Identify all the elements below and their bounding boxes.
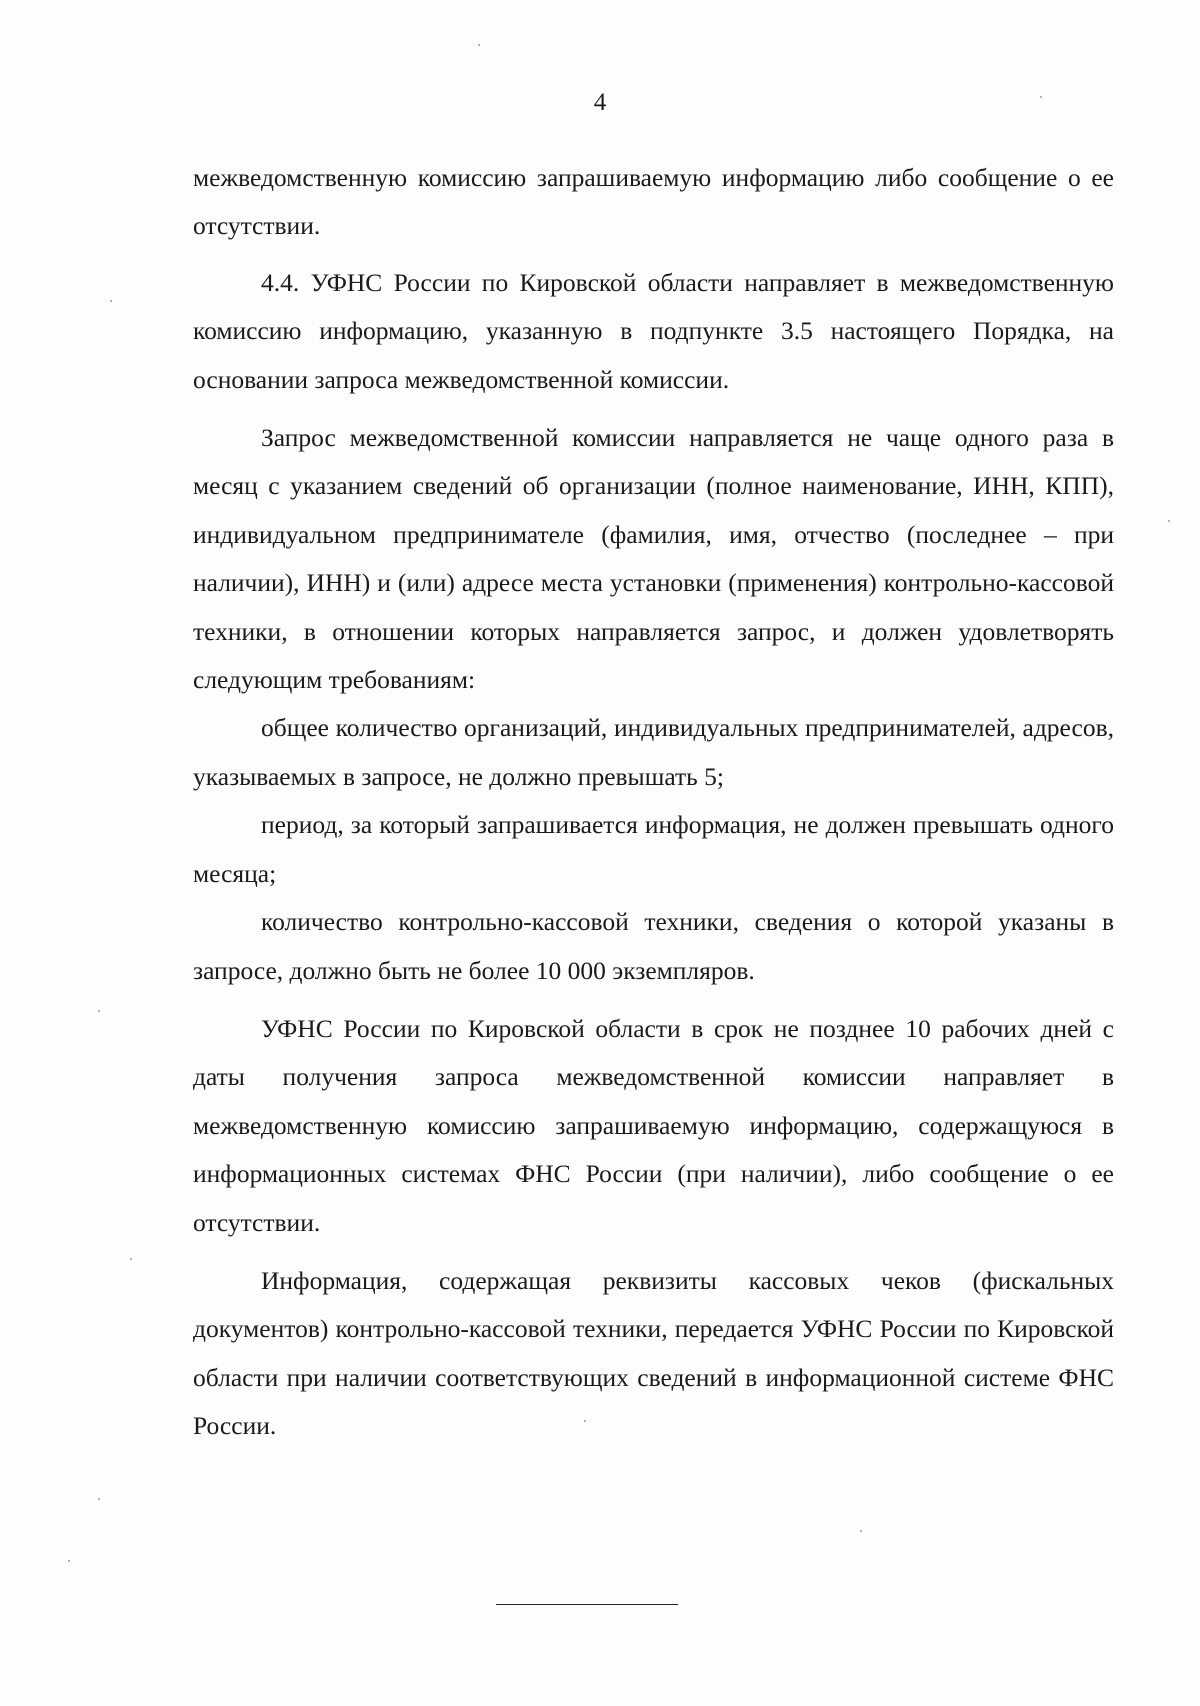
end-of-document-rule xyxy=(496,1604,678,1605)
scan-speck xyxy=(584,1420,586,1422)
paragraph-requirement-count: общее количество организаций, индивидуальных предпринимателей, адресов, указываемых в запросе, не должно превышать 5; xyxy=(193,713,1114,791)
paragraph-response-deadline: УФНС России по Кировской области в срок не позднее 10 рабочих дней с даты получения запроса межведомственной комиссии направляет в межведомственную комиссию запрашиваемую информацию, содержащуюся в информационных системах ФНС России (при наличии), либо сообщение о ее отсутствии. xyxy=(193,1013,1114,1237)
paragraph-requirement-kkt-amount: количество контрольно-кассовой техники, сведения о которой указаны в запросе, должно быть не более 10 000 экземпляров. xyxy=(193,907,1114,985)
scan-speck xyxy=(98,1498,100,1500)
paragraph-continuation: межведомственную комиссию запрашиваемую информацию либо сообщение о ее отсутствии. xyxy=(193,163,1114,241)
document-body xyxy=(193,154,1114,1451)
scan-speck xyxy=(860,1530,862,1532)
scan-speck xyxy=(1040,96,1042,98)
paragraph-clause-4-4: 4.4. УФНС России по Кировской области направляет в межведомственную комиссию информацию, указанную в подпункте 3.5 настоящего Порядка, на основании запроса межведомственной комиссии. xyxy=(193,267,1114,394)
scan-speck xyxy=(130,1258,132,1260)
scan-speck xyxy=(1168,520,1170,522)
scan-speck xyxy=(68,1560,70,1562)
scan-speck xyxy=(110,300,112,302)
scan-speck xyxy=(98,1010,100,1012)
paragraph-request-requirements: Запрос межведомственной комиссии направляется не чаще одного раза в месяц с указанием сведений об организации (полное наименование, ИНН, КПП), индивидуальном предпринимателе (фамилия, имя, отчество (последнее – при наличии), ИНН) и (или) адресе места установки (применения) контрольно-кассовой техники, в отношении которых направляется запрос, и должен удовлетворять следующим требованиям: xyxy=(193,423,1114,695)
paragraph-receipt-details: Информация, содержащая реквизиты кассовых чеков (фискальных документов) контрольно-кассовой техники, передается УФНС России по Кировской области при наличии соответствующих сведений в информационной системе ФНС России. xyxy=(193,1265,1114,1441)
paragraph-requirement-period: период, за который запрашивается информация, не должен превышать одного месяца; xyxy=(193,810,1114,888)
scan-speck xyxy=(478,44,480,46)
page-number: 4 xyxy=(593,89,607,116)
